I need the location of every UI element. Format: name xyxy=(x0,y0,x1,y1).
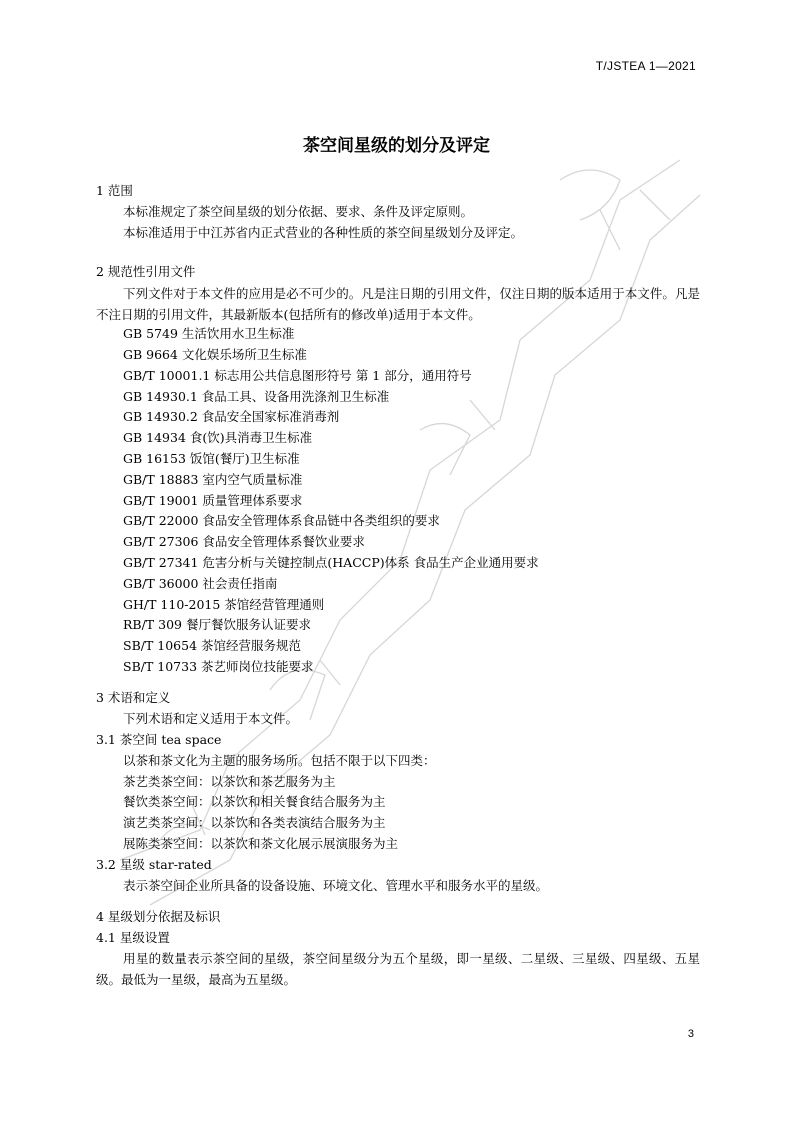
section-2-heading: 2 规范性引用文件 xyxy=(96,264,196,279)
ref-item: GB/T 19001 质量管理体系要求 xyxy=(123,493,303,508)
ref-item: GB 5749 生活饮用水卫生标准 xyxy=(123,326,295,341)
ref-item: GB 14930.2 食品安全国家标准消毒剂 xyxy=(123,409,340,424)
ref-item: GB/T 22000 食品安全管理体系食品链中各类组织的要求 xyxy=(123,513,440,528)
scope-paragraph-1: 本标准规定了茶空间星级的划分依据、要求、条件及评定原则。 xyxy=(123,204,474,219)
ref-item: GB 9664 文化娱乐场所卫生标准 xyxy=(123,347,307,362)
tea-space-type: 茶艺类茶空间：以茶饮和茶艺服务为主 xyxy=(123,774,336,789)
ref-item: GH/T 110-2015 茶馆经营管理通则 xyxy=(123,597,325,612)
ref-item: GB 14930.1 食品工具、设备用洗涤剂卫生标准 xyxy=(123,389,390,404)
ref-item: SB/T 10654 茶馆经营服务规范 xyxy=(123,638,302,653)
terms-intro: 下列术语和定义适用于本文件。 xyxy=(123,711,299,726)
section-3-heading: 3 术语和定义 xyxy=(96,690,171,705)
document-title: 茶空间星级的划分及评定 xyxy=(303,136,490,156)
scope-paragraph-2: 本标准适用于中江苏省内正式营业的各种性质的茶空间星级划分及评定。 xyxy=(123,225,524,240)
term-3-2-heading: 3.2 星级 star-rated xyxy=(96,857,212,872)
ref-item: RB/T 309 餐厅餐饮服务认证要求 xyxy=(123,617,311,632)
ref-item: GB/T 18883 室内空气质量标准 xyxy=(123,472,303,487)
ref-item: GB/T 27306 食品安全管理体系餐饮业要求 xyxy=(123,534,365,549)
tea-space-type: 演艺类茶空间：以茶饮和各类表演结合服务为主 xyxy=(123,815,386,830)
ref-item: GB/T 10001.1 标志用公共信息图形符号 第 1 部分，通用符号 xyxy=(123,368,472,383)
term-3-2-definition: 表示茶空间企业所具备的设备设施、环境文化、管理水平和服务水平的星级。 xyxy=(123,878,549,893)
refs-intro-paragraph: 下列文件对于本文件的应用是必不可少的。凡是注日期的引用文件，仅注日期的版本适用于本文件。凡是不注日期的引用文件，其最新版本(包括所有的修改单)适用于本文件。 xyxy=(96,286,700,322)
ref-item: GB 16153 饭馆(餐厅)卫生标准 xyxy=(123,451,300,466)
page-number: 3 xyxy=(687,1028,694,1040)
tea-space-type: 餐饮类茶空间：以茶饮和相关餐食结合服务为主 xyxy=(123,794,386,809)
section-4-heading: 4 星级划分依据及标识 xyxy=(96,909,221,924)
term-3-1-definition: 以茶和茶文化为主题的服务场所。包括不限于以下四类： xyxy=(123,753,436,768)
ref-item: GB/T 27341 危害分析与关键控制点(HACCP)体系 食品生产企业通用要求 xyxy=(123,555,539,570)
section-4-1-heading: 4.1 星级设置 xyxy=(96,930,170,945)
ref-item: GB/T 36000 社会责任指南 xyxy=(123,576,278,591)
section-1-heading: 1 范围 xyxy=(96,183,133,198)
ref-item: GB 14934 食(饮)具消毒卫生标准 xyxy=(123,430,313,445)
document-code: T/JSTEA 1—2021 xyxy=(595,59,696,73)
tea-space-type: 展陈类茶空间：以茶饮和茶文化展示展演服务为主 xyxy=(123,836,399,851)
ref-item: SB/T 10733 茶艺师岗位技能要求 xyxy=(123,659,314,674)
section-4-1-paragraph: 用星的数量表示茶空间的星级，茶空间星级分为五个星级，即一星级、二星级、三星级、四星级、五星级。最低为一星级，最高为五星级。 xyxy=(96,951,700,987)
term-3-1-heading: 3.1 茶空间 tea space xyxy=(96,732,222,747)
